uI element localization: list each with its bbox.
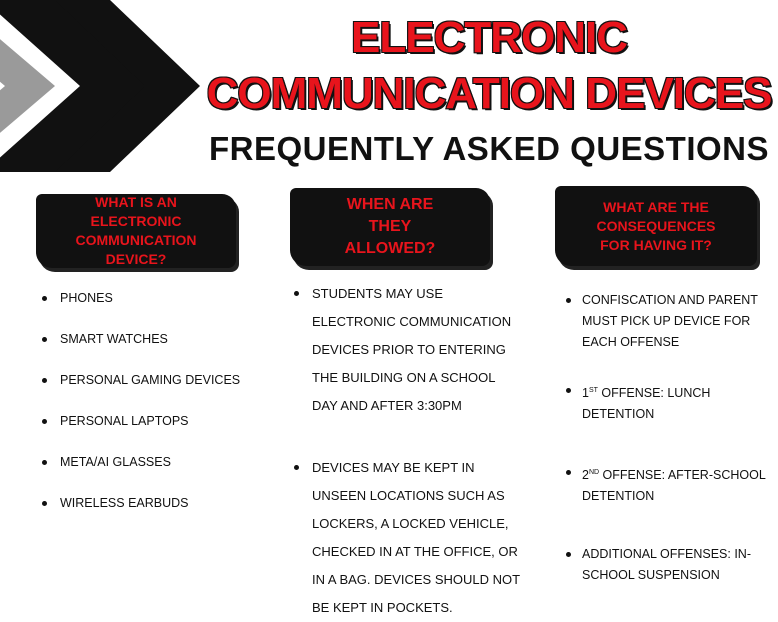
- list-item: [566, 462, 771, 507]
- list-item: SMART WATCHES: [42, 331, 242, 372]
- column-header-when: [290, 188, 490, 266]
- consequences-list: [566, 290, 771, 586]
- ordinal-suffix: ST: [588, 387, 598, 394]
- list-item-text: CONFISCATION AND PARENT MUST PICK UP DEVICE FOR EACH OFFENSE: [582, 293, 758, 349]
- page-title-line2: COMMUNICATION DEVICES: [206, 69, 772, 118]
- list-item: STUDENTS MAY USE ELECTRONIC COMMUNICATION DEVICES PRIOR TO ENTERING THE BUILDING ON A SCHOOL DAY AND AFTER 3:30PM: [294, 280, 524, 420]
- list-item: META/AI GLASSES: [42, 454, 242, 495]
- list-item-text: OFFENSE: AFTER-SCHOOL DETENTION: [582, 468, 766, 504]
- list-item: [566, 380, 771, 425]
- column-header-label: WHAT IS AN ELECTRONIC COMMUNICATION DEVICE?: [75, 194, 197, 267]
- page-subtitle: FREQUENTLY ASKED QUESTIONS: [208, 130, 770, 167]
- column-header-consequences: [555, 186, 757, 266]
- device-list: [42, 290, 242, 536]
- list-item: PHONES: [42, 290, 242, 331]
- list-item: [566, 290, 771, 353]
- chevron-arrows-icon: [0, 0, 215, 172]
- ordinal-suffix: ND: [588, 469, 600, 477]
- list-item: DEVICES MAY BE KEPT IN UNSEEN LOCATIONS SUCH AS LOCKERS, A LOCKED VEHICLE, CHECKED IN AT THE OFFICE, OR IN A BAG. DEVICES SHOULD NOT BE KEPT IN POCKETS.: [294, 454, 524, 622]
- list-item: PERSONAL GAMING DEVICES: [42, 372, 242, 413]
- list-item-text: OFFENSE: LUNCH DETENTION: [582, 386, 711, 422]
- list-item-text: ADDITIONAL OFFENSES: IN-SCHOOL SUSPENSION: [582, 547, 752, 583]
- list-item: WIRELESS EARBUDS: [42, 495, 242, 536]
- column-header-label: WHAT ARE THE CONSEQUENCES FOR HAVING IT?: [596, 198, 716, 253]
- column-header-what: [36, 194, 236, 268]
- offense-number: 2: [582, 468, 589, 483]
- page-title-line1: ELECTRONIC: [351, 13, 627, 62]
- column-header-label: WHEN ARE THEY ALLOWED?: [344, 196, 436, 257]
- list-item: PERSONAL LAPTOPS: [42, 413, 242, 454]
- list-item: [566, 544, 771, 586]
- allowed-list: [294, 280, 524, 622]
- offense-number: 1: [582, 386, 589, 401]
